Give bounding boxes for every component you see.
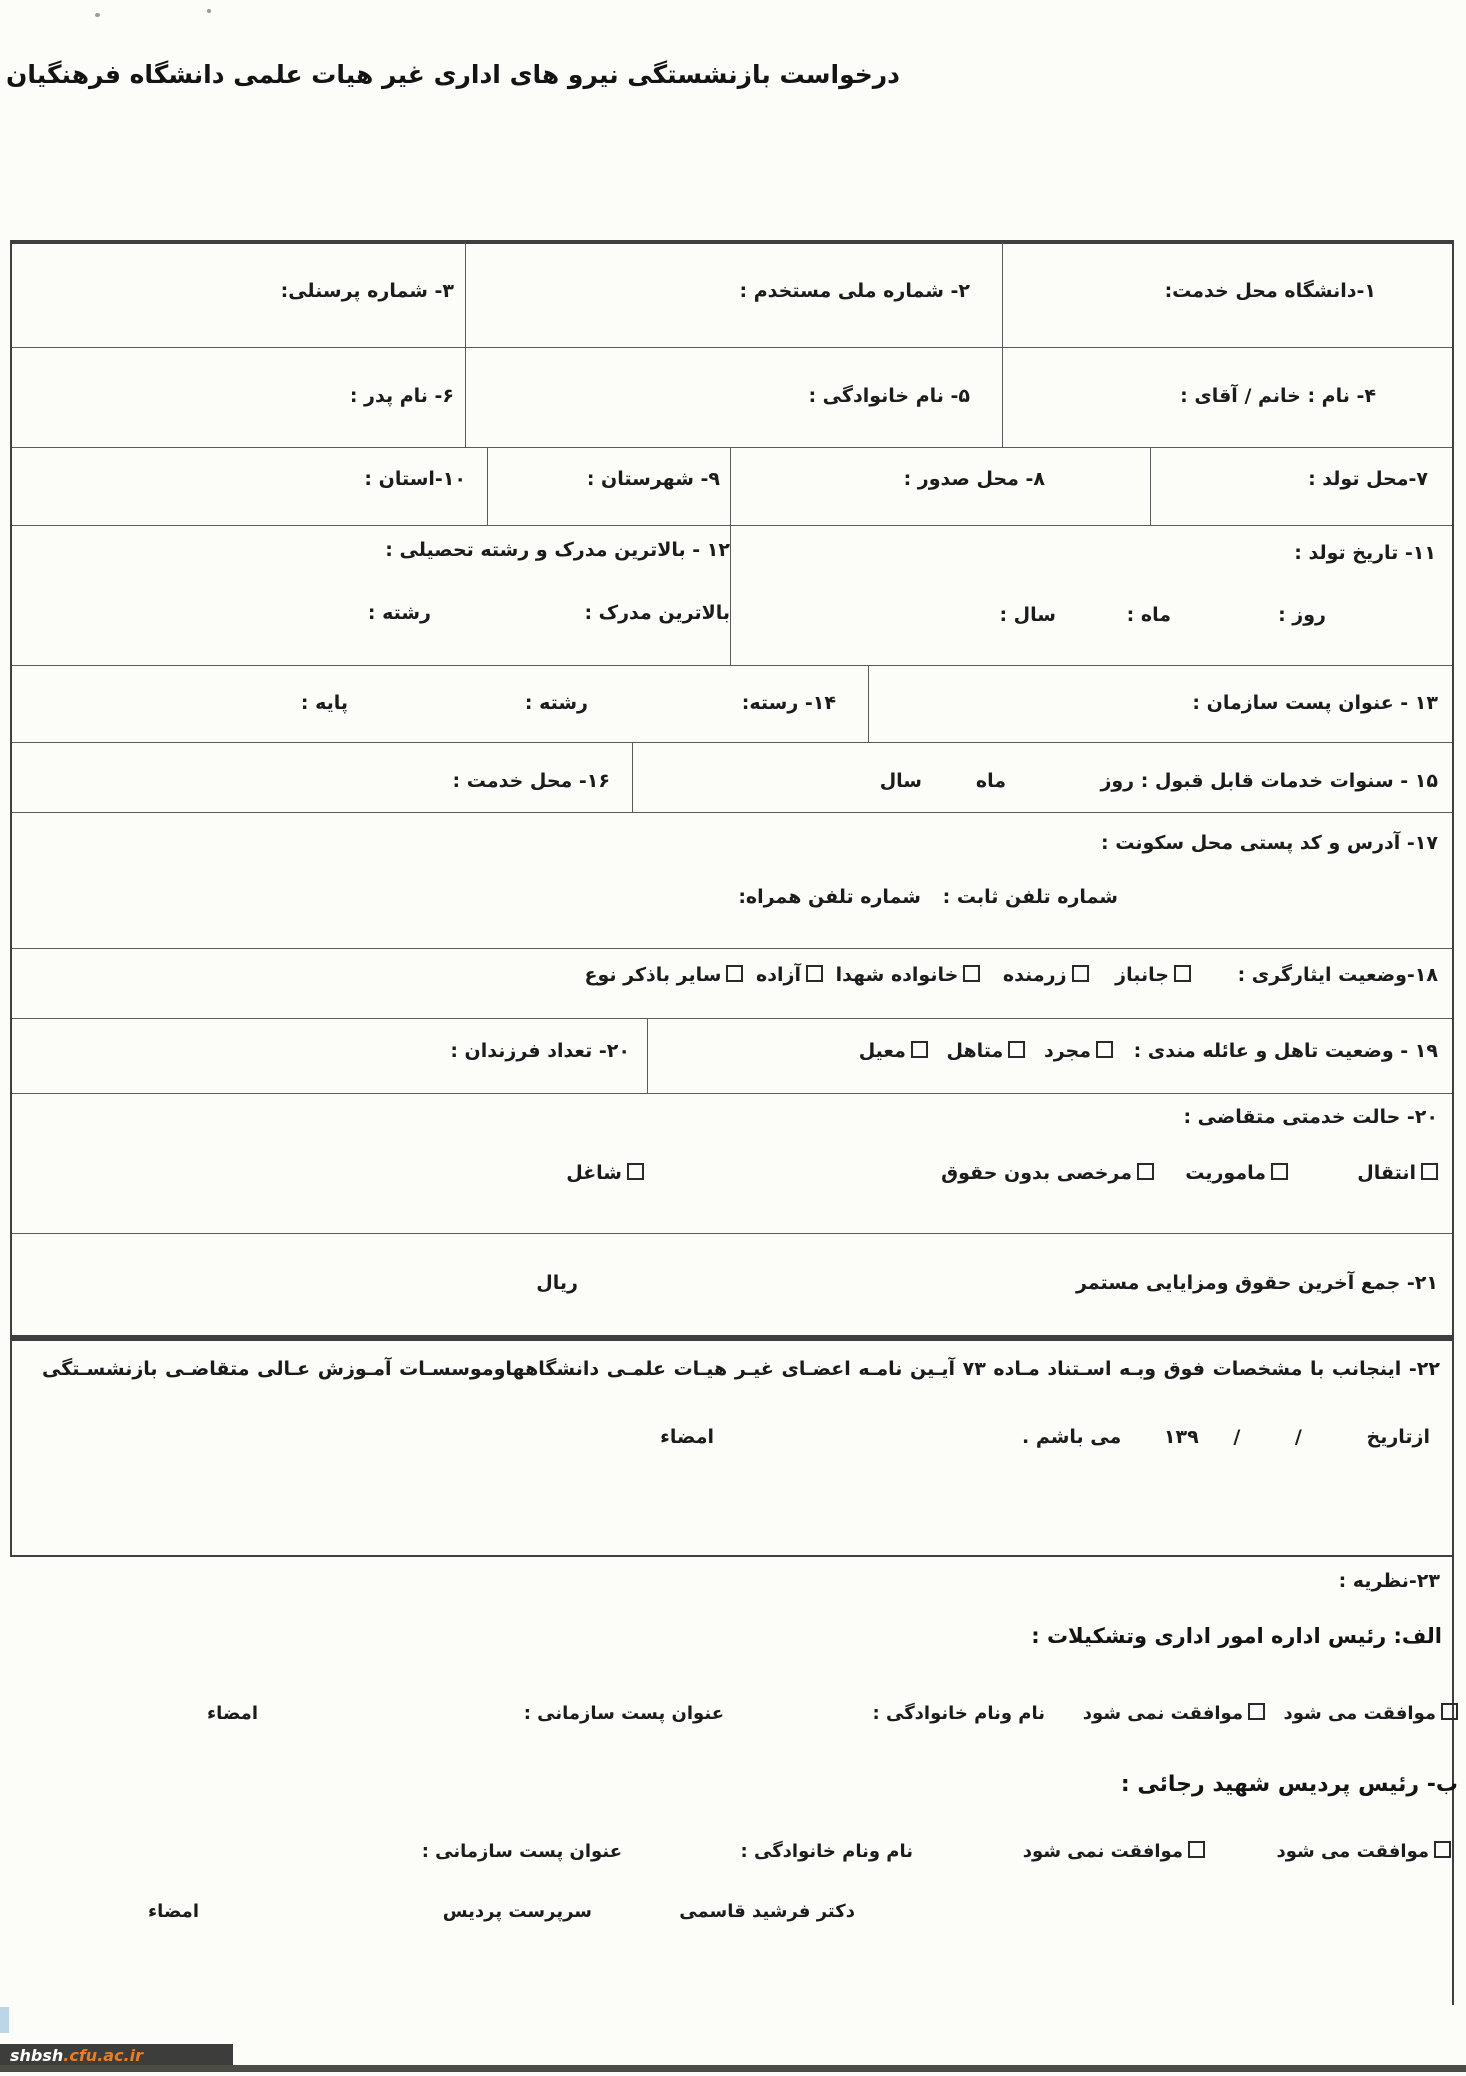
- table-divider: [12, 347, 1452, 348]
- admin-name-label: نام ونام خانوادگی :: [872, 1703, 1045, 1724]
- checkbox[interactable]: [627, 1163, 644, 1180]
- partial-year-value: ۱۳۹: [1163, 1426, 1199, 1448]
- degree-label: بالاترین مدرک :: [584, 602, 730, 624]
- degree-major-label: رشته :: [367, 602, 431, 624]
- field-category-label: ۱۴- رسته:: [741, 692, 836, 714]
- campus-approve-option: موافقت می شود: [1276, 1841, 1451, 1862]
- table-divider: [647, 1018, 648, 1093]
- campus-head-heading: ب- رئیس پردیس شهید رجائی :: [1120, 1772, 1458, 1797]
- admin-approve-option: موافقت می شود: [1283, 1703, 1458, 1724]
- option-unpaid-leave: مرخصی بدون حقوق: [941, 1160, 1154, 1187]
- table-divider: [12, 742, 1452, 743]
- field-father-name-label: ۶- نام پدر :: [349, 385, 454, 407]
- table-divider: [12, 1018, 1452, 1019]
- table-divider: [12, 447, 1452, 448]
- admin-reject-option: موافقت نمی شود: [1083, 1703, 1265, 1724]
- checkbox[interactable]: [1008, 1041, 1025, 1058]
- table-divider: [12, 525, 1452, 526]
- approver-name: دکتر فرشید قاسمی: [679, 1901, 855, 1922]
- watermark-suffix: .cfu.ac.ir: [63, 2046, 144, 2065]
- checkbox[interactable]: [1174, 965, 1191, 982]
- checkbox[interactable]: [963, 965, 980, 982]
- option-freed-pow: آزاده: [756, 964, 823, 986]
- category-grade-label: پایه :: [300, 692, 348, 714]
- admin-signature-label: امضاء: [206, 1703, 258, 1724]
- birthdate-day-label: روز :: [1278, 604, 1326, 626]
- checkbox[interactable]: [1096, 1041, 1113, 1058]
- approver-post: سرپرست پردیس: [442, 1901, 592, 1922]
- checkbox[interactable]: [1421, 1163, 1438, 1180]
- field-national-id-label: ۲- شماره ملی مستخدم :: [739, 280, 970, 302]
- campus-name-label: نام ونام خانوادگی :: [740, 1841, 913, 1862]
- field-first-name-label: ۴- نام : خانم / آقای :: [1180, 385, 1376, 407]
- admin-head-heading: الف: رئیس اداره امور اداری وتشکیلات :: [1031, 1624, 1442, 1648]
- field-birthdate-label: ۱۱- تاریخ تولد :: [1294, 542, 1436, 564]
- scan-speck: [207, 9, 211, 13]
- table-divider: [730, 447, 731, 665]
- option-mission: ماموریت: [1185, 1160, 1288, 1187]
- checkbox[interactable]: [806, 965, 823, 982]
- service-month-label: ماه: [975, 770, 1006, 792]
- table-divider: [465, 242, 466, 447]
- applicant-signature-label: امضاء: [660, 1426, 714, 1448]
- field-address-label: ۱۷- آدرس و کد پستی محل سکونت :: [1101, 832, 1438, 854]
- checkbox[interactable]: [1248, 1703, 1265, 1720]
- option-transfer: انتقال: [1357, 1160, 1438, 1187]
- currency-label: ریال: [536, 1272, 578, 1294]
- option-with-dependents: معیل: [859, 1040, 928, 1062]
- option-combatant: زرمنده: [1003, 964, 1089, 986]
- field-service-state-label: ۲۰- حالت خدمتی متقاضی :: [1183, 1106, 1438, 1128]
- page-title: درخواست بازنشستگی نیرو های اداری غیر هیات علمی دانشگاه فرهنگیان: [6, 60, 900, 89]
- opinion-heading: ۲۳-نظریه :: [1338, 1570, 1440, 1592]
- landline-phone-label: شماره تلفن ثابت :: [942, 886, 1118, 908]
- option-martyr-family: خانواده شهدا: [836, 964, 981, 986]
- table-divider: [868, 665, 869, 742]
- field-children-count-label: ۲۰- تعداد فرزندان :: [450, 1040, 630, 1062]
- field-service-place-label: ۱۶- محل خدمت :: [452, 770, 610, 792]
- from-date-label: ازتاریخ: [1366, 1426, 1430, 1448]
- statement-text: ۲۲- اینجانب با مشخصات فوق وبـه اسـتناد مـاده ۷۳ آیـین نامـه اعضـای غیـر هیـات علمـی دانشگاههاوموسسـات آمـوزش عـالی متقاضـی بازنشسـتگی: [42, 1358, 1440, 1380]
- table-divider: [487, 447, 488, 525]
- birthdate-year-label: سال :: [999, 604, 1056, 626]
- mobile-phone-label: شماره تلفن همراه:: [738, 886, 921, 908]
- checkbox[interactable]: [1434, 1841, 1451, 1858]
- field-marital-status-row: [859, 1038, 1438, 1065]
- table-divider: [1002, 242, 1003, 447]
- option-single: مجرد: [1044, 1040, 1113, 1062]
- checkbox[interactable]: [726, 965, 743, 982]
- watermark-prefix: shbsh: [10, 2046, 64, 2065]
- field-highest-degree-label: ۱۲ - بالاترین مدرک و رشته تحصیلی :: [385, 539, 730, 561]
- field-sacrifice-status-label: ۱۸-وضعیت ایثارگری :: [1237, 964, 1438, 986]
- service-year-label: سال: [879, 770, 922, 792]
- table-divider: [12, 665, 1452, 666]
- field-last-salary-label: ۲۱- جمع آخرین حقوق ومزایایی مستمر: [1075, 1272, 1438, 1294]
- birthdate-month-label: ماه :: [1126, 604, 1171, 626]
- field-org-post-label: ۱۳ - عنوان پست سازمان :: [1192, 692, 1438, 714]
- option-other-type: سایر باذکر نوع: [585, 964, 744, 986]
- checkbox[interactable]: [1271, 1163, 1288, 1180]
- field-issue-place-label: ۸- محل صدور :: [903, 468, 1045, 490]
- campus-signature-label: امضاء: [147, 1901, 199, 1922]
- checkbox[interactable]: [1441, 1703, 1458, 1720]
- field-county-label: ۹- شهرستان :: [586, 468, 720, 490]
- table-divider: [1150, 447, 1151, 525]
- statement-date-row: [1022, 1424, 1430, 1451]
- field-personnel-no-label: ۳- شماره پرسنلی:: [280, 280, 454, 302]
- field-marital-status-label: ۱۹ - وضعیت تاهل و عائله مندی :: [1133, 1040, 1438, 1062]
- scan-speck: [95, 13, 100, 17]
- field-sacrifice-status-row: [585, 962, 1439, 989]
- table-divider: [12, 812, 1452, 813]
- field-service-years-label: ۱۵ - سنوات خدمات قابل قبول : روز: [1100, 770, 1438, 792]
- category-major-label: رشته :: [524, 692, 588, 714]
- checkbox[interactable]: [1137, 1163, 1154, 1180]
- scan-artifact: [0, 2007, 9, 2033]
- campus-reject-option: موافقت نمی شود: [1023, 1841, 1205, 1862]
- table-divider: [12, 1233, 1452, 1234]
- option-married: متاهل: [947, 1040, 1026, 1062]
- admin-post-label: عنوان پست سازمانی :: [523, 1703, 724, 1724]
- field-birthplace-label: ۷-محل تولد :: [1308, 468, 1428, 490]
- field-university-label: ۱-دانشگاه محل خدمت:: [1164, 280, 1376, 302]
- option-employed: شاغل: [566, 1160, 644, 1187]
- table-divider: [12, 948, 1452, 949]
- table-divider: [12, 1093, 1452, 1094]
- date-slash: /: [1294, 1426, 1302, 1448]
- scan-edge-line: [0, 2065, 1466, 2072]
- table-divider: [632, 742, 633, 812]
- field-province-label: ۱۰-استان :: [364, 468, 466, 490]
- checkbox[interactable]: [1072, 965, 1089, 982]
- checkbox[interactable]: [911, 1041, 928, 1058]
- field-last-name-label: ۵- نام خانوادگی :: [808, 385, 970, 407]
- checkbox[interactable]: [1188, 1841, 1205, 1858]
- statement-end-label: می باشم .: [1022, 1426, 1122, 1448]
- campus-post-label: عنوان پست سازمانی :: [421, 1841, 622, 1862]
- date-slash: /: [1233, 1426, 1241, 1448]
- option-veteran: جانباز: [1115, 964, 1191, 986]
